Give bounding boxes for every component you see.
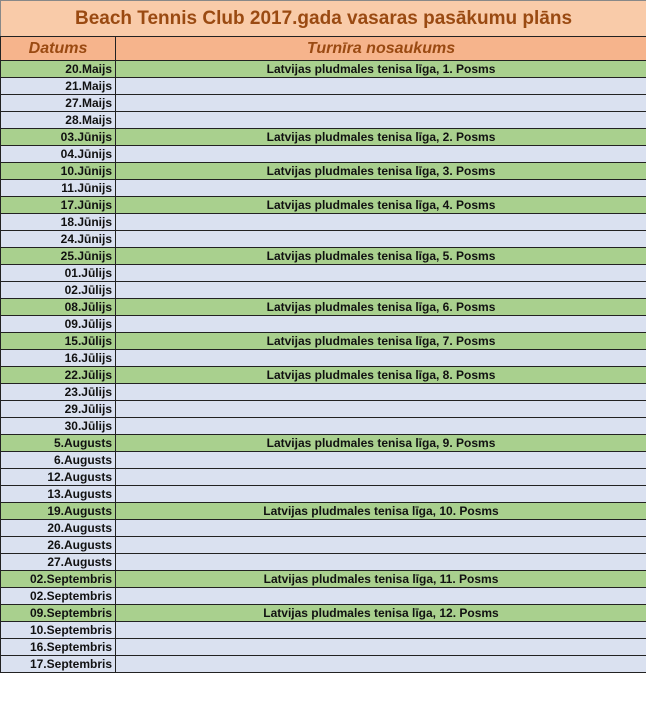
table-row[interactable] bbox=[1, 605, 646, 622]
tournament-name-cell[interactable]: Latvijas pludmales tenisa līga, 1. Posms bbox=[116, 61, 646, 78]
table-row[interactable] bbox=[1, 435, 646, 452]
tournament-name-cell[interactable] bbox=[116, 622, 646, 639]
date-cell[interactable]: 17.Septembris bbox=[1, 656, 116, 673]
date-cell[interactable]: 20.Augusts bbox=[1, 520, 116, 537]
tournament-name-cell[interactable] bbox=[116, 180, 646, 197]
table-row[interactable] bbox=[1, 78, 646, 95]
date-cell[interactable]: 28.Maijs bbox=[1, 112, 116, 129]
date-cell[interactable]: 26.Augusts bbox=[1, 537, 116, 554]
table-row[interactable] bbox=[1, 554, 646, 571]
table-row[interactable] bbox=[1, 571, 646, 588]
tournament-name-cell[interactable]: Latvijas pludmales tenisa līga, 2. Posms bbox=[116, 129, 646, 146]
tournament-name-cell[interactable] bbox=[116, 146, 646, 163]
page-title: Beach Tennis Club 2017.gada vasaras pasākumu plāns bbox=[1, 1, 646, 37]
table-row[interactable] bbox=[1, 639, 646, 656]
table-row[interactable] bbox=[1, 503, 646, 520]
table-row[interactable] bbox=[1, 333, 646, 350]
schedule-body bbox=[1, 61, 646, 673]
tournament-name-cell[interactable] bbox=[116, 112, 646, 129]
tournament-name-cell[interactable] bbox=[116, 95, 646, 112]
table-row[interactable] bbox=[1, 214, 646, 231]
date-cell[interactable]: 12.Augusts bbox=[1, 469, 116, 486]
tournament-name-cell[interactable] bbox=[116, 469, 646, 486]
table-row[interactable] bbox=[1, 197, 646, 214]
date-cell[interactable]: 29.Jūlijs bbox=[1, 401, 116, 418]
date-cell[interactable]: 09.Septembris bbox=[1, 605, 116, 622]
date-cell[interactable]: 02.Septembris bbox=[1, 588, 116, 605]
tournament-name-cell[interactable] bbox=[116, 384, 646, 401]
tournament-name-cell[interactable]: Latvijas pludmales tenisa līga, 8. Posms bbox=[116, 367, 646, 384]
header-row bbox=[1, 37, 646, 61]
table-row[interactable] bbox=[1, 95, 646, 112]
table-row[interactable] bbox=[1, 656, 646, 673]
table-row[interactable] bbox=[1, 180, 646, 197]
title-row bbox=[1, 1, 646, 37]
tournament-name-cell[interactable] bbox=[116, 537, 646, 554]
table-row[interactable] bbox=[1, 129, 646, 146]
date-cell[interactable]: 09.Jūlijs bbox=[1, 316, 116, 333]
table-row[interactable] bbox=[1, 112, 646, 129]
table-row[interactable] bbox=[1, 520, 646, 537]
table-row[interactable] bbox=[1, 622, 646, 639]
date-cell[interactable]: 19.Augusts bbox=[1, 503, 116, 520]
tournament-name-cell[interactable]: Latvijas pludmales tenisa līga, 9. Posms bbox=[116, 435, 646, 452]
table-row[interactable] bbox=[1, 248, 646, 265]
tournament-name-cell[interactable] bbox=[116, 418, 646, 435]
tournament-name-cell[interactable] bbox=[116, 486, 646, 503]
tournament-name-cell[interactable]: Latvijas pludmales tenisa līga, 3. Posms bbox=[116, 163, 646, 180]
date-cell[interactable]: 08.Jūlijs bbox=[1, 299, 116, 316]
table-row[interactable] bbox=[1, 418, 646, 435]
date-cell[interactable]: 16.Jūlijs bbox=[1, 350, 116, 367]
table-row[interactable] bbox=[1, 350, 646, 367]
date-cell[interactable]: 10.Jūnijs bbox=[1, 163, 116, 180]
date-cell[interactable]: 10.Septembris bbox=[1, 622, 116, 639]
table-row[interactable] bbox=[1, 231, 646, 248]
date-cell[interactable]: 01.Jūlijs bbox=[1, 265, 116, 282]
tournament-name-cell[interactable] bbox=[116, 265, 646, 282]
tournament-name-cell[interactable]: Latvijas pludmales tenisa līga, 7. Posms bbox=[116, 333, 646, 350]
tournament-name-cell[interactable] bbox=[116, 282, 646, 299]
tournament-name-cell[interactable] bbox=[116, 588, 646, 605]
date-cell[interactable]: 22.Jūlijs bbox=[1, 367, 116, 384]
tournament-name-cell[interactable] bbox=[116, 452, 646, 469]
table-row[interactable] bbox=[1, 61, 646, 78]
date-cell[interactable]: 16.Septembris bbox=[1, 639, 116, 656]
date-cell[interactable]: 03.Jūnijs bbox=[1, 129, 116, 146]
date-cell[interactable]: 23.Jūlijs bbox=[1, 384, 116, 401]
date-cell[interactable]: 04.Jūnijs bbox=[1, 146, 116, 163]
tournament-name-cell[interactable]: Latvijas pludmales tenisa līga, 4. Posms bbox=[116, 197, 646, 214]
tournament-name-cell[interactable] bbox=[116, 639, 646, 656]
tournament-name-cell[interactable] bbox=[116, 656, 646, 673]
date-cell[interactable]: 6.Augusts bbox=[1, 452, 116, 469]
tournament-name-cell[interactable] bbox=[116, 316, 646, 333]
table-row[interactable] bbox=[1, 316, 646, 333]
name-column-header: Turnīra nosaukums bbox=[116, 37, 646, 61]
date-cell[interactable]: 24.Jūnijs bbox=[1, 231, 116, 248]
tournament-name-cell[interactable] bbox=[116, 350, 646, 367]
date-column-header: Datums bbox=[1, 37, 116, 61]
table-row[interactable] bbox=[1, 384, 646, 401]
table-row[interactable] bbox=[1, 469, 646, 486]
date-cell[interactable]: 02.Jūlijs bbox=[1, 282, 116, 299]
table-row[interactable] bbox=[1, 486, 646, 503]
date-cell[interactable]: 30.Jūlijs bbox=[1, 418, 116, 435]
date-cell[interactable]: 13.Augusts bbox=[1, 486, 116, 503]
date-cell[interactable]: 15.Jūlijs bbox=[1, 333, 116, 350]
date-cell[interactable]: 27.Maijs bbox=[1, 95, 116, 112]
date-cell[interactable]: 18.Jūnijs bbox=[1, 214, 116, 231]
table-row[interactable] bbox=[1, 146, 646, 163]
tournament-name-cell[interactable]: Latvijas pludmales tenisa līga, 10. Posms bbox=[116, 503, 646, 520]
date-cell[interactable]: 17.Jūnijs bbox=[1, 197, 116, 214]
table-row[interactable] bbox=[1, 367, 646, 384]
table-row[interactable] bbox=[1, 588, 646, 605]
table-row[interactable] bbox=[1, 299, 646, 316]
tournament-name-cell[interactable] bbox=[116, 231, 646, 248]
table-row[interactable] bbox=[1, 452, 646, 469]
tournament-name-cell[interactable]: Latvijas pludmales tenisa līga, 5. Posms bbox=[116, 248, 646, 265]
date-cell[interactable]: 20.Maijs bbox=[1, 61, 116, 78]
tournament-name-cell[interactable]: Latvijas pludmales tenisa līga, 11. Posms bbox=[116, 571, 646, 588]
date-cell[interactable]: 25.Jūnijs bbox=[1, 248, 116, 265]
date-cell[interactable]: 21.Maijs bbox=[1, 78, 116, 95]
tournament-name-cell[interactable]: Latvijas pludmales tenisa līga, 6. Posms bbox=[116, 299, 646, 316]
date-cell[interactable]: 27.Augusts bbox=[1, 554, 116, 571]
tournament-name-cell[interactable] bbox=[116, 554, 646, 571]
table-row[interactable] bbox=[1, 401, 646, 418]
tournament-name-cell[interactable] bbox=[116, 78, 646, 95]
date-cell[interactable]: 11.Jūnijs bbox=[1, 180, 116, 197]
table-row[interactable] bbox=[1, 282, 646, 299]
date-cell[interactable]: 5.Augusts bbox=[1, 435, 116, 452]
table-row[interactable] bbox=[1, 163, 646, 180]
tournament-name-cell[interactable] bbox=[116, 520, 646, 537]
table-row[interactable] bbox=[1, 537, 646, 554]
tournament-name-cell[interactable] bbox=[116, 214, 646, 231]
tournament-name-cell[interactable] bbox=[116, 401, 646, 418]
tournament-name-cell[interactable]: Latvijas pludmales tenisa līga, 12. Posms bbox=[116, 605, 646, 622]
table-row[interactable] bbox=[1, 265, 646, 282]
date-cell[interactable]: 02.Septembris bbox=[1, 571, 116, 588]
